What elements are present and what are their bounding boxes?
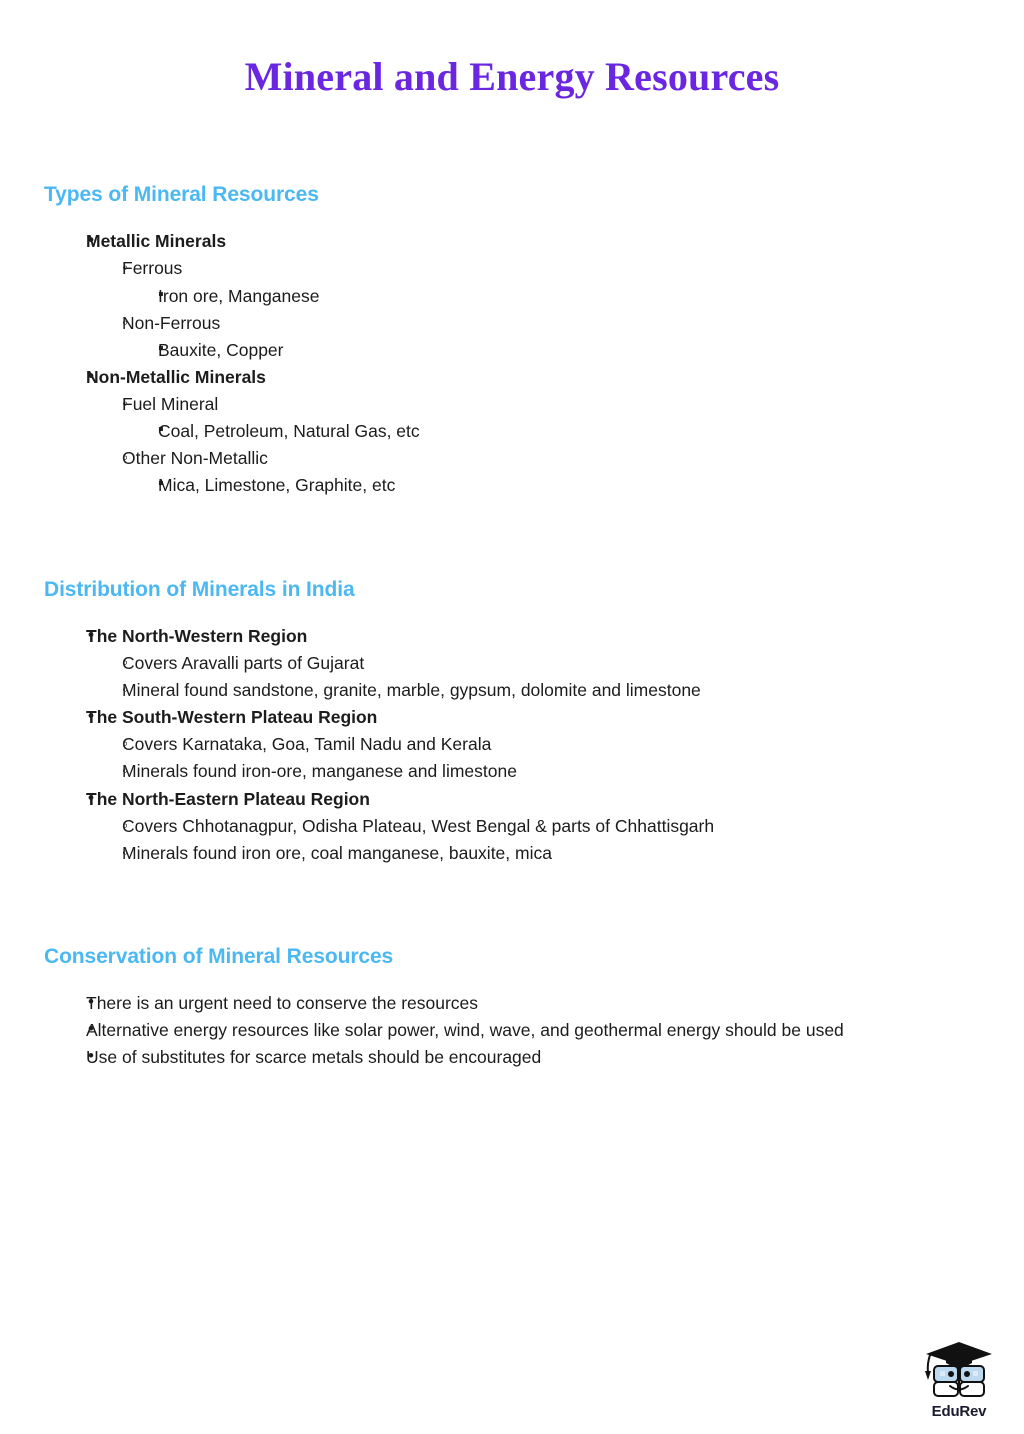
list-item [136, 337, 984, 364]
list-item [136, 472, 984, 499]
list-item [62, 1044, 984, 1071]
section-conservation-of-mineral-resources [0, 944, 1024, 1072]
list-item-label: ◦ Minerals found iron ore, coal manganese, bauxite, mica [122, 840, 984, 867]
list-item-label: • Non-Metallic Minerals [86, 364, 984, 391]
bullet-list-level-3 [122, 472, 984, 499]
list-item-label: • The North-Western Region [86, 623, 984, 650]
list-item [99, 813, 984, 840]
list-item-label: ▪ Iron ore, Manganese [158, 283, 984, 310]
section-heading: Types of Mineral Resources [44, 183, 319, 206]
list-item [99, 758, 984, 785]
bullet-list-level-1 [44, 990, 984, 1071]
list-item-label: • Use of substitutes for scarce metals should be encouraged [86, 1044, 984, 1071]
list-item-label: ◦ Covers Aravalli parts of Gujarat [122, 650, 984, 677]
section-heading: Distribution of Minerals in India [44, 577, 355, 601]
list-item [62, 228, 984, 364]
list-item [99, 255, 984, 309]
list-item [136, 418, 984, 445]
list-item-label: ◦ Non-Ferrous [122, 310, 984, 337]
list-item-label: • Metallic Minerals [86, 228, 984, 255]
list-item-label: ▪ Bauxite, Copper [158, 337, 984, 364]
bullet-list-level-3 [122, 337, 984, 364]
list-item [99, 677, 984, 704]
list-item-label: ▪ Mica, Limestone, Graphite, etc [158, 472, 984, 499]
list-item [99, 650, 984, 677]
bullet-list-level-2 [86, 391, 984, 500]
list-item [99, 445, 984, 499]
bullet-list-level-2 [86, 813, 984, 867]
bullet-list-level-1 [44, 228, 984, 499]
bullet-list-level-3 [122, 283, 984, 310]
list-item [99, 391, 984, 445]
list-item-label: ◦ Covers Karnataka, Goa, Tamil Nadu and Kerala [122, 731, 984, 758]
edurev-logo [916, 1340, 1002, 1420]
section-types-of-mineral-resources [0, 182, 1024, 500]
list-item [62, 704, 984, 785]
list-item [62, 1017, 984, 1044]
list-item-label: • There is an urgent need to conserve the resources [86, 990, 984, 1017]
list-item [62, 364, 984, 500]
list-item-label: ◦ Covers Chhotanagpur, Odisha Plateau, West Bengal & parts of Chhattisgarh [122, 813, 984, 840]
list-item-label: ◦ Fuel Mineral [122, 391, 984, 418]
section-heading: Conservation of Mineral Resources [44, 944, 394, 968]
edurev-logo-text: EduRev [931, 1403, 987, 1420]
list-item-label: ◦ Minerals found iron-ore, manganese and limestone [122, 758, 984, 785]
list-item [99, 731, 984, 758]
list-item-label: ▪ Coal, Petroleum, Natural Gas, etc [158, 418, 984, 445]
list-item [99, 840, 984, 867]
list-item [62, 990, 984, 1017]
graduation-cap-book-mascot-icon [922, 1340, 996, 1402]
section-distribution-of-minerals-in-india [0, 577, 1024, 867]
list-item-label: • Alternative energy resources like solar power, wind, wave, and geothermal energy should be used [86, 1017, 984, 1044]
list-item-label: ◦ Mineral found sandstone, granite, marble, gypsum, dolomite and limestone [122, 677, 984, 704]
list-item-label: • The South-Western Plateau Region [86, 704, 984, 731]
bullet-list-level-2 [86, 650, 984, 704]
list-item [62, 786, 984, 867]
list-item-label: ◦ Ferrous [122, 255, 984, 282]
list-item [136, 283, 984, 310]
bullet-list-level-1 [44, 623, 984, 867]
list-item-label: ◦ Other Non-Metallic [122, 445, 984, 472]
bullet-list-level-2 [86, 731, 984, 785]
bullet-list-level-2 [86, 255, 984, 364]
list-item [99, 310, 984, 364]
bullet-list-level-3 [122, 418, 984, 445]
list-item-label: • The North-Eastern Plateau Region [86, 786, 984, 813]
list-item [62, 623, 984, 704]
page-title: Mineral and Energy Resources [244, 54, 780, 99]
